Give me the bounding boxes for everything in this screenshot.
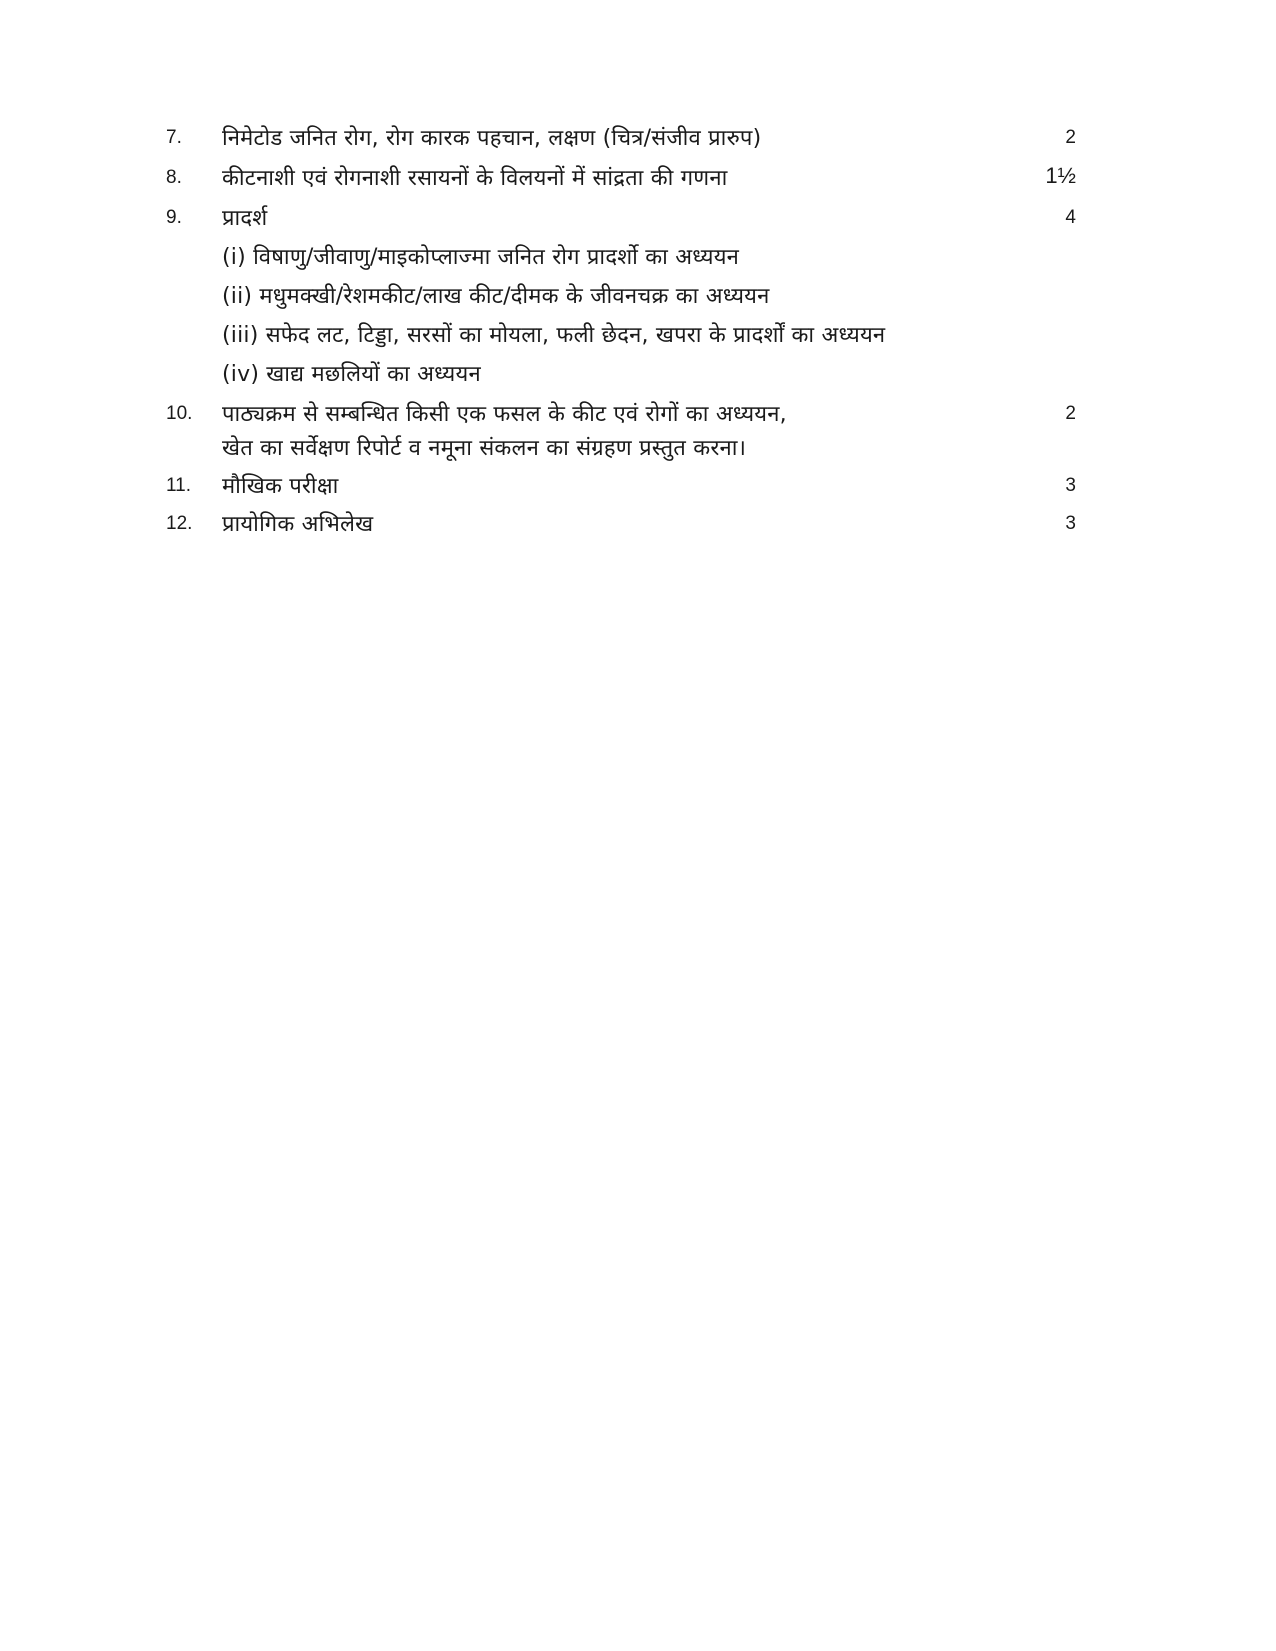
list-item-8 bbox=[0, 158, 1276, 198]
item-marks: 3 bbox=[1065, 513, 1076, 534]
list-item-12 bbox=[0, 504, 1276, 544]
item-number: 7. bbox=[166, 127, 182, 148]
sub-item-text: (i) विषाणु/जीवाणु/माइकोप्लाज्मा जनित रोग प्रादर्शो का अध्ययन bbox=[222, 245, 740, 270]
sub-item-text: (iii) सफेद लट, टिड्डा, सरसों का मोयला, फली छेदन, खपरा के प्रादर्शों का अध्ययन bbox=[222, 323, 886, 348]
item-text-line2: खेत का सर्वेक्षण रिपोर्ट व नमूना संकलन का संग्रहण प्रस्तुत करना। bbox=[222, 436, 747, 461]
item-marks: 2 bbox=[1065, 127, 1076, 148]
item-text: मौखिक परीक्षा bbox=[222, 474, 339, 499]
sub-item-9-i bbox=[0, 237, 1276, 277]
item-text: निमेटोड जनित रोग, रोग कारक पहचान, लक्षण (चित्र/संजीव प्रारुप) bbox=[222, 126, 762, 151]
sub-item-9-iii bbox=[0, 315, 1276, 355]
sub-item-text: (ii) मधुमक्खी/रेशमकीट/लाख कीट/दीमक के जीवनचक्र का अध्ययन bbox=[222, 284, 770, 309]
item-marks: 1½ bbox=[1045, 163, 1076, 188]
item-number: 10. bbox=[166, 403, 193, 424]
item-number: 9. bbox=[166, 207, 182, 228]
item-number: 12. bbox=[166, 513, 193, 534]
item-text: प्रायोगिक अभिलेख bbox=[222, 512, 374, 537]
list-item-11 bbox=[0, 466, 1276, 506]
item-marks: 2 bbox=[1065, 403, 1076, 424]
sub-item-text: (iv) खाद्य मछलियों का अध्ययन bbox=[222, 362, 481, 387]
sub-item-9-ii bbox=[0, 276, 1276, 316]
item-text: प्रादर्श bbox=[222, 206, 268, 231]
item-number: 11. bbox=[166, 475, 192, 496]
item-marks: 3 bbox=[1065, 475, 1076, 496]
item-marks: 4 bbox=[1065, 207, 1076, 228]
item-text: पाठ्यक्रम से सम्बन्धित किसी एक फसल के कीट एवं रोगों का अध्ययन, bbox=[222, 402, 787, 427]
item-text: कीटनाशी एवं रोगनाशी रसायनों के विलयनों में सांद्रता की गणना bbox=[222, 166, 728, 191]
item-number: 8. bbox=[166, 167, 182, 188]
list-item-9 bbox=[0, 198, 1276, 238]
sub-item-9-iv bbox=[0, 354, 1276, 394]
list-item-7 bbox=[0, 118, 1276, 158]
list-item-10-continued bbox=[0, 428, 1276, 468]
